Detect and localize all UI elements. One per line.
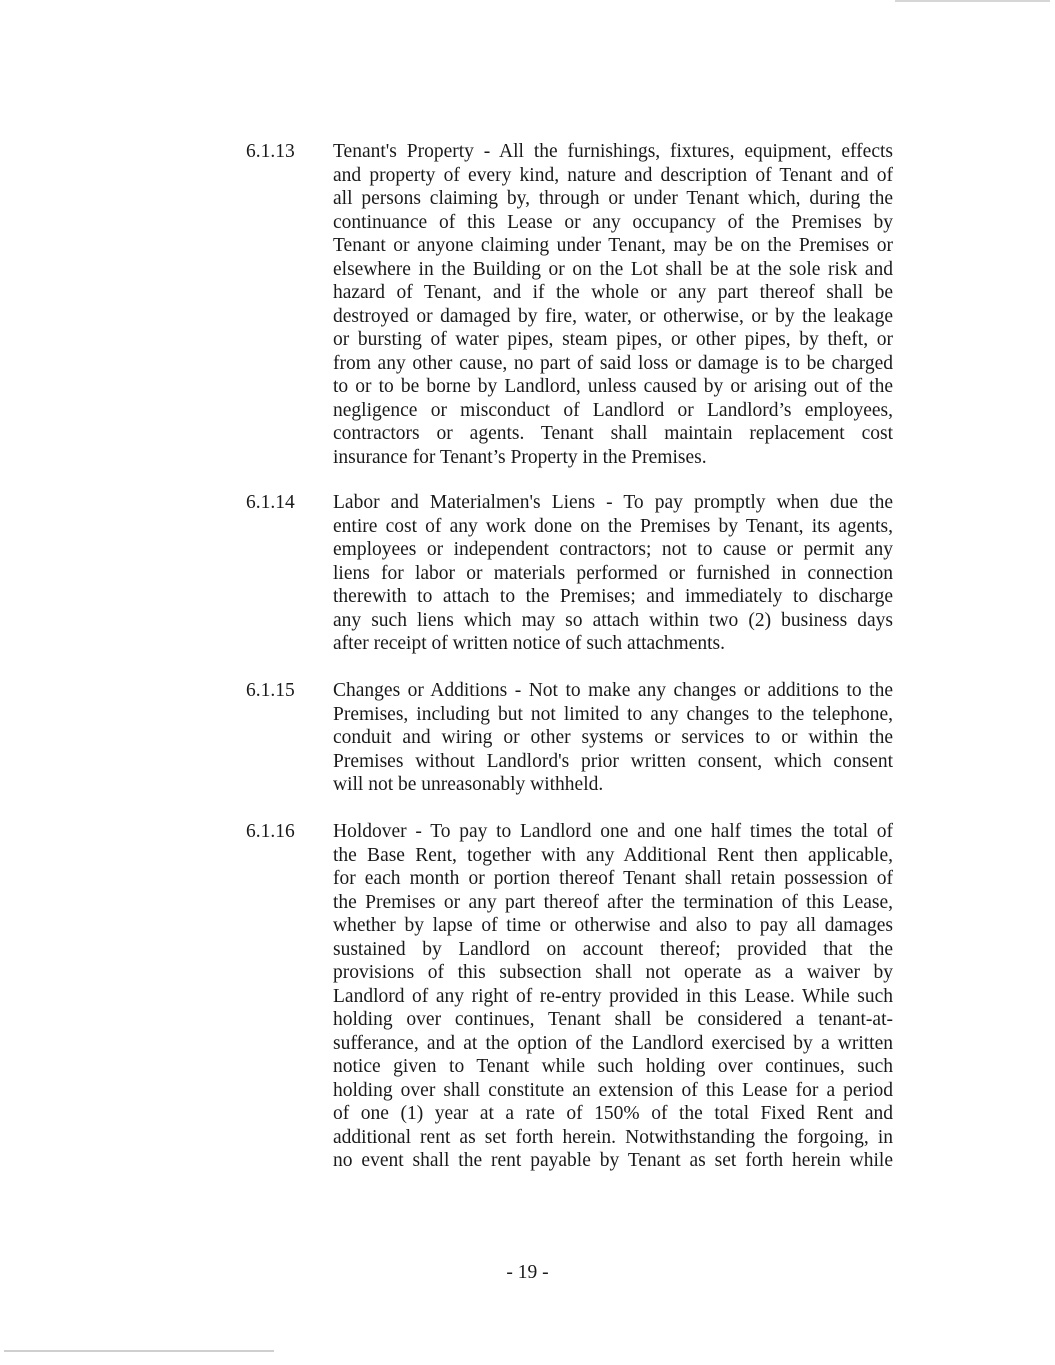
scan-edge-artifact [4,1350,274,1352]
text-line: whether by lapse of time or otherwise and also to pay all damages [333,915,893,936]
section-body [333,491,893,656]
page-number: - 19 - [506,1262,549,1283]
text-line: will not be unreasonably withheld. [333,774,604,795]
text-line: elsewhere in the Building or on the Lot shall be at the sole risk and [333,258,893,280]
text-line: contractors or agents. Tenant shall maintain replacement cost [333,423,893,444]
text-line: provisions of this subsection shall not operate as a waiver by [333,962,893,983]
text-line: Tenant's Property - All the furnishings, fixtures, equipment, effects [333,141,893,162]
text-line: additional rent as set forth herein. Notwithstanding the forgoing, in [333,1126,893,1148]
text-line: Premises without Landlord's prior written consent, which consent [333,750,893,772]
text-line: sustained by Landlord on account thereof; provided that the [333,938,893,960]
text-line: the Premises or any part thereof after the termination of this Lease, [333,891,893,913]
text-line: conduit and wiring or other systems or services to or within the [333,727,893,748]
text-line: Tenant or anyone claiming under Tenant, may be on the Premises or [333,235,893,256]
section-body [333,679,893,797]
text-line: Changes or Additions - Not to make any changes or additions to the [333,680,893,701]
section-number: 6.1.16 [246,821,295,842]
text-line: Holdover - To pay to Landlord one and one half times the total of [333,821,893,842]
section-body [333,140,893,469]
text-line: entire cost of any work done on the Premises by Tenant, its agents, [333,515,893,537]
text-line: no event shall the rent payable by Tenant as set forth herein while [333,1150,893,1171]
text-line: holding over shall constitute an extension of this Lease for a period [333,1079,893,1101]
text-line: continuance of this Lease or any occupancy of the Premises by [333,211,893,233]
text-line: insurance for Tenant’s Property in the Premises. [333,446,707,468]
text-line: Labor and Materialmen's Liens - To pay promptly when due the [333,492,893,513]
text-line: liens for labor or materials performed or furnished in connection [333,562,893,584]
section-number: 6.1.14 [246,492,295,513]
text-line: to or to be borne by Landlord, unless caused by or arising out of the [333,376,893,397]
text-line: after receipt of written notice of such attachments. [333,633,725,654]
text-line: employees or independent contractors; not to cause or permit any [333,539,893,560]
text-line: for each month or portion thereof Tenant shall retain possession of [333,868,893,889]
text-line: destroyed or damaged by fire, water, or otherwise, or by the leakage [333,305,893,327]
text-line: all persons claiming by, through or under Tenant which, during the [333,188,893,209]
text-line: from any other cause, no part of said loss or damage is to be charged [333,352,893,374]
text-line: Landlord of any right of re-entry provided in this Lease. While such [333,985,893,1007]
text-line: holding over continues, Tenant shall be considered a tenant-at- [333,1009,893,1030]
text-line: the Base Rent, together with any Additional Rent then applicable, [333,844,893,866]
text-line: hazard of Tenant, and if the whole or any part thereof shall be [333,282,893,303]
text-line: notice given to Tenant while such holding over continues, such [333,1056,893,1077]
text-line: therewith to attach to the Premises; and immediately to discharge [333,586,893,607]
text-line: negligence or misconduct of Landlord or Landlord’s employees, [333,399,893,421]
text-line: Premises, including but not limited to any changes to the telephone, [333,703,893,725]
text-line: sufferance, and at the option of the Landlord exercised by a written [333,1032,893,1054]
scan-edge-artifact [895,0,1050,2]
section-number: 6.1.13 [246,141,295,162]
text-line: any such liens which may so attach within two (2) business days [333,609,893,631]
text-line: of one (1) year at a rate of 150% of the total Fixed Rent and [333,1103,893,1124]
section-number: 6.1.15 [246,680,295,701]
text-line: or bursting of water pipes, steam pipes, or other pipes, by theft, or [333,329,893,350]
text-line: and property of every kind, nature and description of Tenant and of [333,164,893,186]
section-body [333,820,893,1173]
